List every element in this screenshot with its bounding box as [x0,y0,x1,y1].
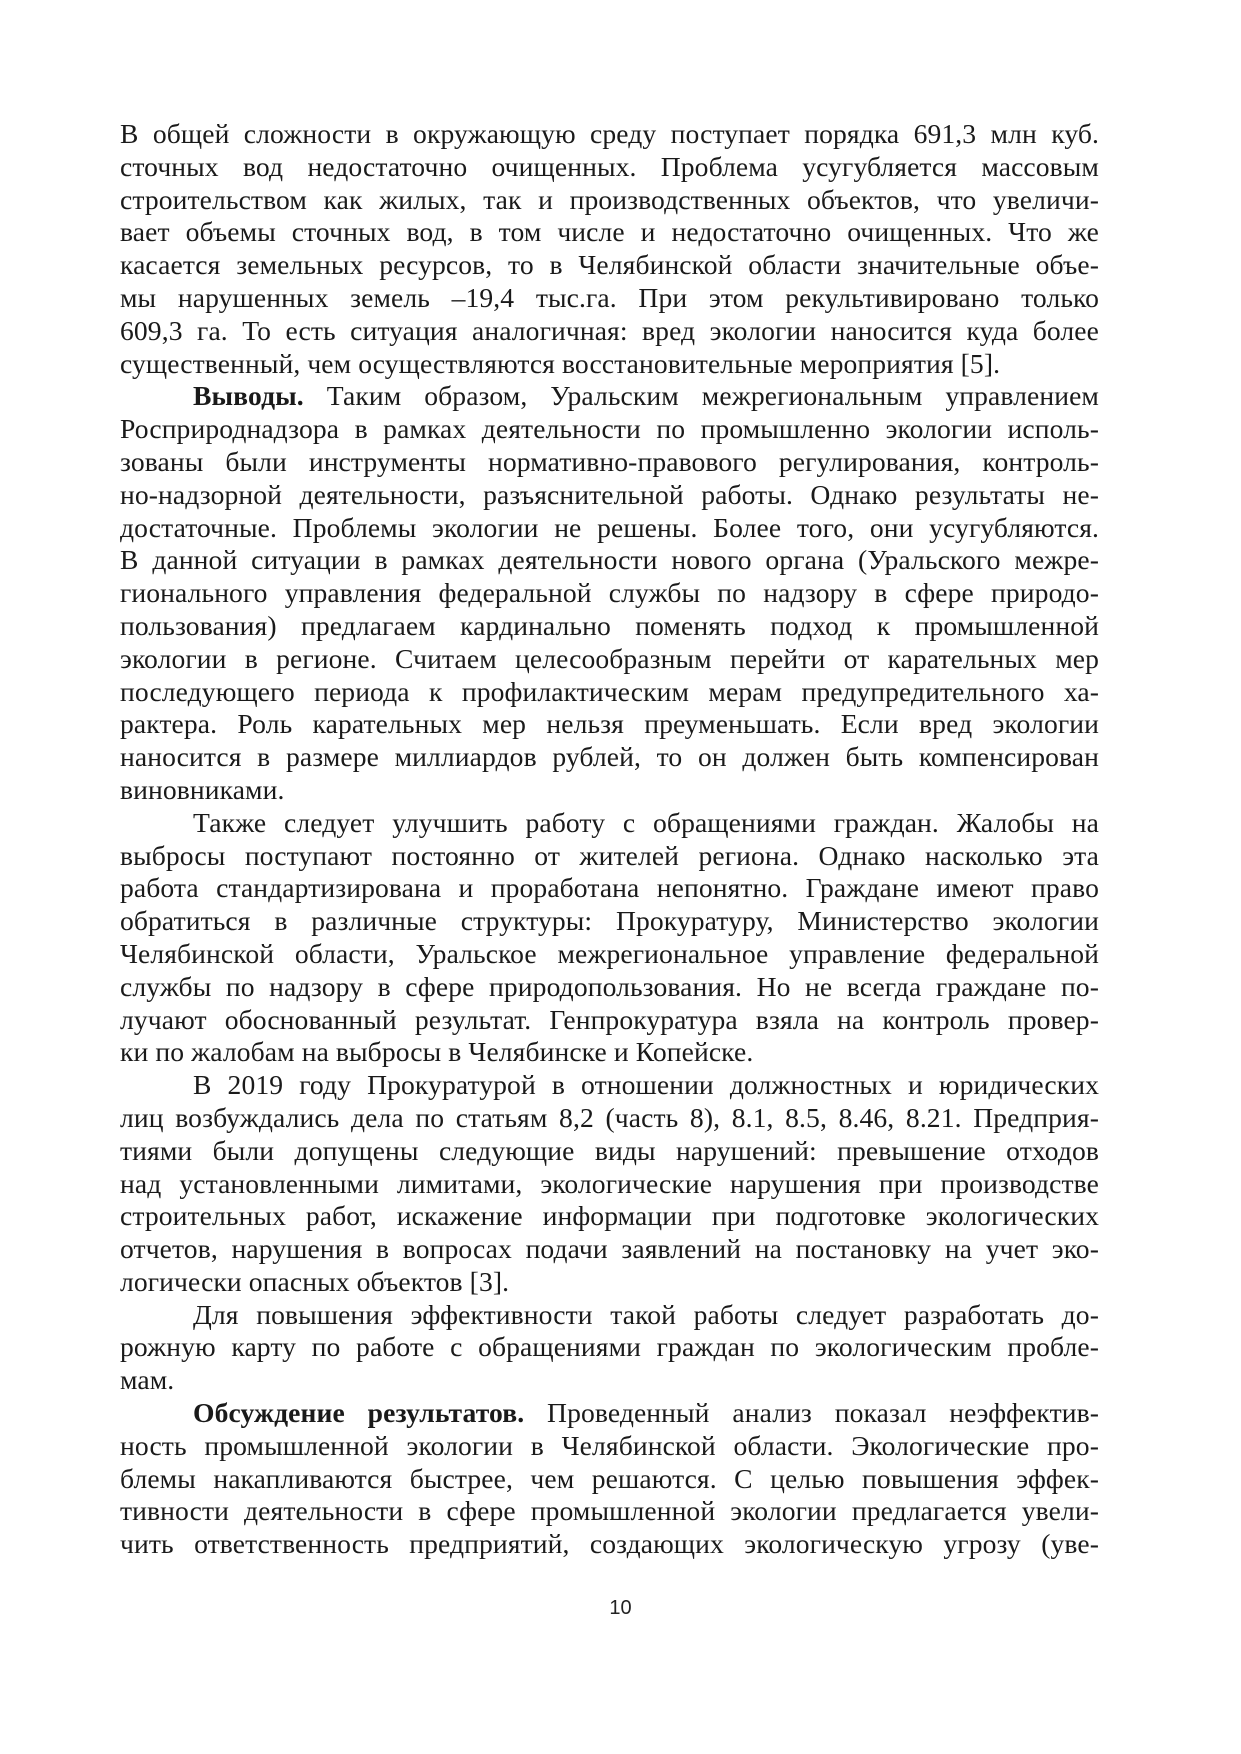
text-line: 609,3 га. То есть ситуация аналогичная: вред экологии наносится куда более [120,314,1099,346]
text-line: выбросы поступают постоянно от жителей региона. Однако насколько эта [120,839,1099,871]
text-line: Также следует улучшить работу с обращениями граждан. Жалобы на [193,806,1099,838]
text-line: сточных вод недостаточно очищенных. Проблема усугубляется массовым [120,150,1099,182]
paragraph [120,1299,1099,1397]
text-line: блемы накапливаются быстрее, чем решаются. С целью повышения эффек- [120,1462,1099,1494]
text-line: но-надзорной деятельности, разъяснительной работы. Однако результаты не- [120,478,1099,510]
paragraph [120,807,1099,1069]
paragraph [120,1397,1099,1561]
text-line: последующего периода к профилактическим мерам предупредительного ха- [120,675,1099,707]
text-line: Для повышения эффективности такой работы следует разработать до- [193,1298,1099,1330]
text-line: пользования) предлагаем кардинально поменять подход к промышленной [120,609,1099,641]
text-line: Росприроднадзора в рамках деятельности по промышленно экологии исполь- [120,413,1099,445]
text-line: ность промышленной экологии в Челябинской области. Экологические про- [120,1429,1099,1461]
text-line: рактера. Роль карательных мер нельзя преуменьшать. Если вред экологии [120,708,1099,740]
text-line: отчетов, нарушения в вопросах подачи заявлений на постановку на учет эко- [120,1233,1099,1265]
text-line: тиями были допущены следующие виды нарушений: превышение отходов [120,1134,1099,1166]
paragraph [120,1069,1099,1299]
section-heading: Обсуждение результатов. [193,1397,525,1429]
paragraph [120,380,1099,806]
text-line: лиц возбуждались дела по статьям 8,2 (часть 8), 8.1, 8.5, 8.46, 8.21. Предприя- [120,1101,1099,1133]
text-line [120,380,1099,413]
text-line: вает объемы сточных вод, в том числе и недостаточно очищенных. Что же [120,216,1099,248]
paragraph [120,118,1099,380]
document-page [120,118,1099,1561]
text-line: чить ответственность предприятий, создающих экологическую угрозу (уве- [120,1528,1099,1560]
text-line: лучают обоснованный результат. Генпрокуратура взяла на контроль провер- [120,1003,1099,1035]
text-line: ки по жалобам на выбросы в Челябинске и Копейске. [120,1036,754,1068]
text-line: строительных работ, искажение информации при подготовке экологических [120,1200,1099,1232]
text-line: В данной ситуации в рамках деятельности нового органа (Уральского межре- [120,544,1099,576]
section-heading: Выводы. [193,380,304,412]
text-line: существенный, чем осуществляются восстановительные мероприятия [5]. [120,347,1001,379]
text-line: строительством как жилых, так и производственных объектов, что увеличи- [120,183,1099,215]
text-line: наносится в размере миллиардов рублей, то он должен быть компенсирован [120,741,1099,773]
text-line: зованы были инструменты нормативно-правового регулирования, контроль- [120,445,1099,477]
text-line: касается земельных ресурсов, то в Челябинской области значительные объе- [120,249,1099,281]
text-line: обратиться в различные структуры: Прокуратуру, Министерство экологии [120,905,1099,937]
text-line: В 2019 году Прокуратурой в отношении должностных и юридических [193,1069,1099,1101]
text-line: В общей сложности в окружающую среду поступает порядка 691,3 млн куб. [120,118,1099,149]
text-line: над установленными лимитами, экологические нарушения при производстве [120,1167,1099,1199]
text-line: достаточные. Проблемы экологии не решены. Более того, они усугубляются. [120,511,1099,543]
text-line: мам. [120,1364,175,1396]
text-line: гионального управления федеральной службы по надзору в сфере природо- [120,577,1099,609]
text-line: логически опасных объектов [3]. [120,1265,510,1297]
text-line [120,1397,1099,1430]
text-line: экологии в регионе. Считаем целесообразным перейти от карательных мер [120,642,1099,674]
page-number: 10 [609,1597,632,1619]
text-line: работа стандартизирована и проработана непонятно. Граждане имеют право [120,872,1099,904]
text-run: Проведенный анализ показал неэффектив- [524,1397,1100,1429]
text-line: мы нарушенных земель –19,4 тыс.га. При этом рекультивировано только [120,281,1099,313]
text-line: Челябинской области, Уральское межрегиональное управление федеральной [120,937,1099,969]
text-line: службы по надзору в сфере природопользования. Но не всегда граждане по- [120,970,1099,1002]
text-line: виновниками. [120,773,285,805]
text-line: рожную карту по работе с обращениями граждан по экологическим пробле- [120,1331,1099,1363]
text-line: тивности деятельности в сфере промышленной экологии предлагается увели- [120,1495,1099,1527]
text-run: Таким образом, Уральским межрегиональным управлением [303,380,1099,412]
